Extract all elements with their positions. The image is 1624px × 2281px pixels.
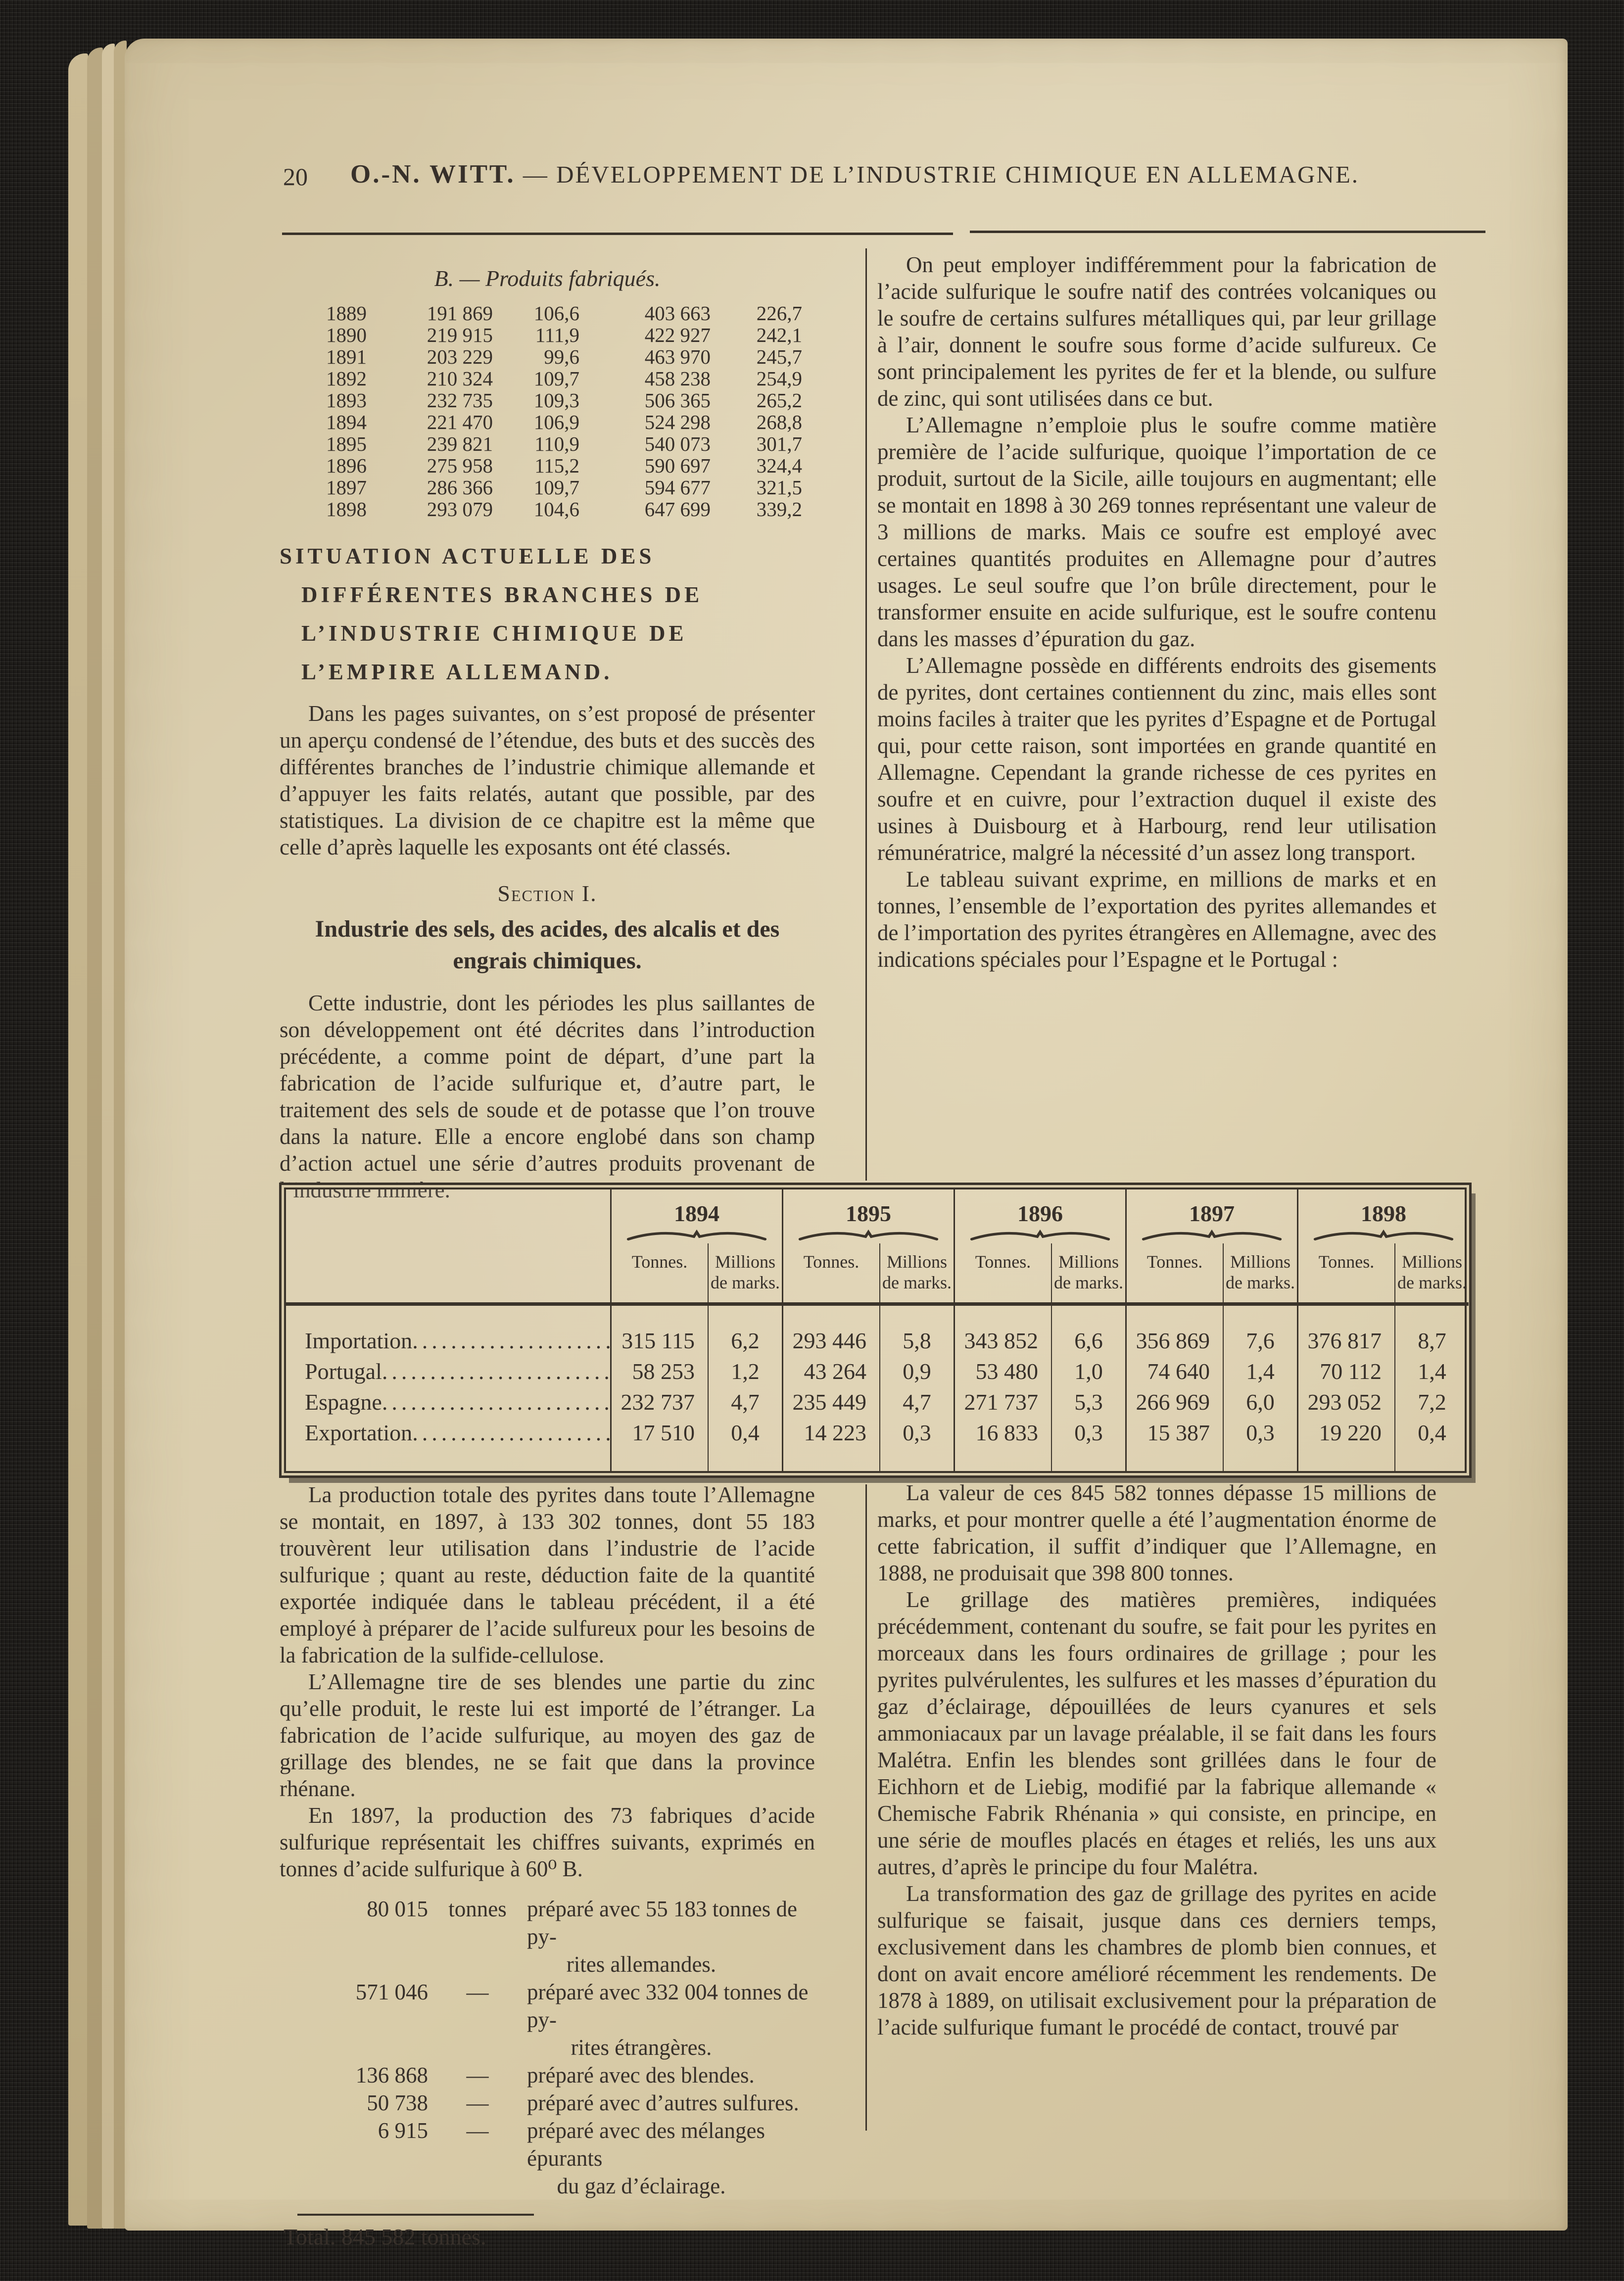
value-cell: 0,3	[1223, 1418, 1297, 1471]
produits-cell: 265,2	[756, 389, 802, 412]
tonnage-row	[280, 1978, 815, 2061]
paragraph: L’Allemagne possède en différents endroits des gisements de pyrites, dont certaines contiennent du zinc, mais elles sont moins faciles à traiter que les pyrites d’Espagne et de Portugal qui, pour cette raison, sont importées en grande quantité en Allemagne. Cependant la grande richesse de ces pyrites en soufre et en cuivre, pour l’extraction duquel il existe des usines à Duisbourg et à Harbourg, rend leur utilisation rémunératrice, malgré la nécessité d’un assez long transport.	[877, 653, 1436, 865]
value-cell: 271 737	[954, 1387, 1051, 1418]
produits-cell: 594 677	[644, 476, 711, 499]
row-label-text: Importation	[305, 1328, 413, 1353]
year-header: 1896	[954, 1189, 1125, 1227]
right-column-top	[877, 251, 1436, 973]
leader-dots	[382, 1387, 610, 1418]
paragraph: Le grillage des matières premières, indiquées précédemment, contenant du soufre, se fait pour les pyrites en morceaux dans les fours ordinaires de grillage ; pour les pyrites pulvérulentes, les sulfures et les masses d’épuration du gaz d’éclairage, dépouillées de leurs cyanures et sels ammoniacaux par un lavage préalable, il se fait dans les fours Malétra. Enfin les blendes sont grillées dans le four de Eichhorn et de Liebig, modifié par la fabrique allemande « Chemische Fabrik Rhénania » qui consiste, en principe, en une série de moufles placés en étages et reliés, les uns aux autres, d’après le principe du four Malétra.	[877, 1587, 1436, 1879]
produits-cell: 109,7	[533, 367, 579, 390]
pyrites-table-wrap	[284, 1188, 1467, 1473]
paragraph: La production totale des pyrites dans toute l’Allemagne se montait, en 1897, à 133 302 tonnes, dont 55 183 trouvèrent leur utilisation dans l’industrie de l’acide sulfurique ; quant au reste, déduction faite de la quantité exportée indiquée dans le tableau précédent, il a été employé à préparer de l’acide sulfureux pour les besoins de la fabrication de la sulfide-cellulose.	[280, 1482, 815, 1667]
produits-cell: 321,5	[756, 476, 802, 499]
value-cell: 356 869	[1125, 1306, 1223, 1356]
produits-cell: 1890	[326, 324, 367, 346]
produits-cell: 221 470	[427, 411, 493, 433]
value-cell: 376 817	[1297, 1306, 1394, 1356]
paragraph: Cette industrie, dont les périodes les plus saillantes de son développement ont été décrites dans l’introduction précédente, a comme point de départ, d’une part la fabrication de l’acide sulfurique et, d’autre part, le traitement des sels de soude et de potasse que l’on trouve dans la nature. Elle a encore englobé dans son champ d’action actuel une série d’autres produits provenant de l’industrie minière.	[280, 991, 815, 1202]
paragraph: On peut employer indifféremment pour la fabrication de l’acide sulfurique le soufre natif des contrées volcaniques ou le soufre de certains sulfures métalliques qui, par leur grillage à l’air, donnent le soufre sous forme d’acide sulfureux. Ce sont principalement les pyrites de fer et la blende, ou sulfure de zinc, qui sont utilisées dans ce but.	[877, 252, 1436, 411]
column-divider-top	[865, 248, 867, 1181]
page-number: 20	[283, 163, 308, 190]
tonnage-desc	[527, 2089, 815, 2117]
produits-cell: 268,8	[756, 411, 802, 433]
tonnage-qty: 571 046	[355, 1980, 428, 2004]
produits-cell: 506 365	[644, 389, 711, 412]
paragraph: Le tableau suivant exprime, en millions de marks et en tonnes, l’ensemble de l’exportation des pyrites allemandes et de l’importation des pyrites étrangères en Allemagne, avec des indications spéciales pour l’Espagne et le Portugal :	[877, 867, 1436, 972]
row-label	[286, 1306, 610, 1356]
tonnage-unit: —	[466, 2118, 489, 2143]
produits-cell: 106,6	[533, 302, 579, 325]
value-cell: 293 052	[1297, 1387, 1394, 1418]
produits-cell: 254,9	[756, 367, 802, 390]
year-brace-icon	[782, 1227, 954, 1243]
value-cell: 6,2	[708, 1306, 782, 1356]
section-label: Section I.	[497, 881, 597, 906]
value-cell: 16 833	[954, 1418, 1051, 1471]
tonnage-list	[280, 1895, 815, 2200]
value-cell: 0,3	[879, 1418, 954, 1471]
produits-cell: 109,3	[533, 389, 579, 412]
value-cell: 5,8	[879, 1306, 954, 1356]
book-page-edge	[102, 44, 115, 2229]
book-page-edge	[68, 53, 88, 2226]
produits-cell: 111,9	[535, 324, 579, 346]
produits-cell: 210 324	[427, 367, 493, 390]
tonnage-total-rule	[297, 2214, 534, 2216]
tonnage-desc	[527, 1895, 815, 1978]
col-subheader-tonnes: Tonnes.	[1297, 1243, 1394, 1306]
tonnage-desc	[527, 2061, 815, 2089]
leader-dots	[382, 1356, 610, 1387]
value-cell: 6,6	[1051, 1306, 1125, 1356]
value-cell: 343 852	[954, 1306, 1051, 1356]
tonnage-row	[280, 2089, 815, 2117]
tonnage-unit: —	[466, 2063, 489, 2088]
value-cell: 235 449	[782, 1387, 879, 1418]
produits-cell: 203 229	[427, 345, 493, 368]
header-rule-right	[970, 231, 1485, 233]
produits-cell: 286 366	[427, 476, 493, 499]
running-title-rest: — DÉVELOPPEMENT DE L’INDUSTRIE CHIMIQUE EN ALLEMAGNE.	[523, 161, 1359, 188]
tonnage-desc-line: rites étrangères.	[571, 2035, 712, 2060]
leader-dots	[412, 1326, 610, 1356]
produits-cell: 1897	[326, 476, 367, 499]
pyrites-table	[284, 1188, 1467, 1473]
row-label-text: Exportation	[305, 1420, 413, 1445]
value-cell: 8,7	[1394, 1306, 1469, 1356]
produits-cell: 191 869	[427, 302, 493, 325]
value-cell: 5,3	[1051, 1387, 1125, 1418]
produits-cell: 115,2	[534, 454, 579, 477]
row-label	[286, 1418, 610, 1471]
tonnage-desc-line: du gaz d’éclairage.	[557, 2174, 726, 2198]
produits-cell: 524 298	[644, 411, 711, 433]
year-header: 1898	[1297, 1189, 1469, 1227]
value-cell: 6,0	[1223, 1387, 1297, 1418]
value-cell: 0,3	[1051, 1418, 1125, 1471]
paragraph: Dans les pages suivantes, on s’est proposé de présenter un aperçu condensé de l’étendue, des buts et des succès des différentes branches de l’industrie chimique allemande et d’appuyer les faits relatés, autant que possible, par des statistiques. La division de ce chapitre est la même que celle d’après laquelle les exposants ont été classés.	[280, 701, 815, 859]
produits-cell: 1891	[326, 345, 367, 368]
value-cell: 74 640	[1125, 1356, 1223, 1387]
produits-cell: 1894	[326, 411, 367, 433]
tonnage-row	[280, 1895, 815, 1978]
col-subheader-tonnes: Tonnes.	[1125, 1243, 1223, 1306]
value-cell: 7,2	[1394, 1387, 1469, 1418]
value-cell: 266 969	[1125, 1387, 1223, 1418]
value-cell: 0,4	[708, 1418, 782, 1471]
tonnage-desc-line: préparé avec 332 004 tonnes de py-	[527, 1980, 809, 2032]
tonnage-desc-line: préparé avec d’autres sulfures.	[527, 2091, 799, 2115]
produits-cell: 463 970	[644, 345, 711, 368]
row-label-text: Portugal	[305, 1359, 382, 1384]
paper-page	[125, 39, 1568, 2249]
value-cell: 7,6	[1223, 1306, 1297, 1356]
produits-cell: 1893	[326, 389, 367, 412]
year-brace-icon	[610, 1227, 782, 1243]
produits-cell: 324,4	[756, 454, 802, 477]
col-subheader-marks: Millions de marks.	[1394, 1243, 1469, 1306]
value-cell: 1,4	[1223, 1356, 1297, 1387]
tonnage-qty: 136 868	[355, 2063, 428, 2088]
row-label	[286, 1356, 610, 1387]
produits-cell: 226,7	[756, 302, 802, 325]
value-cell: 53 480	[954, 1356, 1051, 1387]
produits-caption: B. — Produits fabriqués.	[434, 266, 661, 291]
value-cell: 0,4	[1394, 1418, 1469, 1471]
value-cell: 1,2	[708, 1356, 782, 1387]
produits-cell: 403 663	[644, 302, 711, 325]
tonnage-desc-line: préparé avec des mélanges épurants	[527, 2118, 765, 2171]
year-header: 1894	[610, 1189, 782, 1227]
value-cell: 58 253	[610, 1356, 708, 1387]
running-title-author: O.-N. WITT.	[350, 160, 516, 189]
produits-cell: 647 699	[644, 498, 711, 521]
tonnage-qty: 50 738	[367, 2091, 428, 2115]
produits-table	[292, 302, 802, 520]
left-column-top	[280, 252, 815, 1203]
produits-cell: 110,9	[534, 432, 579, 455]
row-label	[286, 1387, 610, 1418]
produits-cell: 275 958	[427, 454, 493, 477]
tonnage-desc-line: préparé avec des blendes.	[527, 2063, 755, 2088]
tonnage-row	[280, 2061, 815, 2089]
col-subheader-marks: Millions de marks.	[708, 1243, 782, 1306]
produits-cell: 293 079	[427, 498, 493, 521]
value-cell: 15 387	[1125, 1418, 1223, 1471]
produits-cell: 339,2	[756, 498, 802, 521]
situation-heading: SITUATION ACTUELLE DES DIFFÉRENTES BRANCHES DE L’INDUSTRIE CHIMIQUE DE L’EMPIRE ALLEMAND.	[280, 544, 703, 684]
tonnage-desc	[527, 1978, 815, 2061]
column-divider-bottom	[865, 1484, 867, 2131]
value-cell: 14 223	[782, 1418, 879, 1471]
value-cell: 43 264	[782, 1356, 879, 1387]
col-subheader-tonnes: Tonnes.	[782, 1243, 879, 1306]
produits-cell: 239 821	[427, 432, 493, 455]
value-cell: 1,0	[1051, 1356, 1125, 1387]
paragraph: La valeur de ces 845 582 tonnes dépasse 15 millions de marks, et pour montrer quelle a été l’augmentation énorme de cette fabrication, il suffit d’indiquer que l’Allemagne, en 1888, ne produisait que 398 800 tonnes.	[877, 1480, 1436, 1585]
header-rule-left	[282, 233, 953, 235]
col-subheader-tonnes: Tonnes.	[610, 1243, 708, 1306]
year-brace-icon	[1125, 1227, 1297, 1243]
produits-cell: 1896	[326, 454, 367, 477]
paragraph: L’Allemagne tire de ses blendes une partie du zinc qu’elle produit, le reste lui est importé de l’étranger. La fabrication de l’acide sulfurique, au moyen des gaz de grillage des blendes, ne se fait que dans la province rhénane.	[280, 1669, 815, 1801]
leader-dots	[412, 1418, 610, 1448]
table-label-column-head	[286, 1189, 610, 1306]
value-cell: 1,4	[1394, 1356, 1469, 1387]
tonnage-desc	[527, 2117, 815, 2200]
paragraph: En 1897, la production des 73 fabriques d’acide sulfurique représentait les chiffres suivants, exprimés en tonnes d’acide sulfurique à 60⁰ B.	[280, 1803, 815, 1881]
produits-cell: 104,6	[533, 498, 579, 521]
right-column-bottom	[877, 1479, 1436, 2041]
produits-cell: 422 927	[644, 324, 711, 346]
produits-cell: 219 915	[427, 324, 493, 346]
produits-cell: 1892	[326, 367, 367, 390]
produits-cell: 242,1	[756, 324, 802, 346]
col-subheader-marks: Millions de marks.	[879, 1243, 954, 1306]
year-brace-icon	[1297, 1227, 1469, 1243]
tonnage-desc-line: préparé avec 55 183 tonnes de py-	[527, 1897, 798, 1949]
produits-cell: 232 735	[427, 389, 493, 412]
produits-cell: 1895	[326, 432, 367, 455]
produits-cell: 590 697	[644, 454, 711, 477]
col-subheader-marks: Millions de marks.	[1051, 1243, 1125, 1306]
year-header: 1895	[782, 1189, 954, 1227]
value-cell: 70 112	[1297, 1356, 1394, 1387]
tonnage-desc-line: rites allemandes.	[566, 1952, 716, 1977]
tonnage-unit: —	[466, 2091, 489, 2115]
tonnage-unit: —	[466, 1980, 489, 2004]
tonnage-qty: 6 915	[378, 2118, 428, 2143]
value-cell: 19 220	[1297, 1418, 1394, 1471]
value-cell: 4,7	[708, 1387, 782, 1418]
value-cell: 315 115	[610, 1306, 708, 1356]
value-cell: 17 510	[610, 1418, 708, 1471]
col-subheader-marks: Millions de marks.	[1223, 1243, 1297, 1306]
year-header: 1897	[1125, 1189, 1297, 1227]
tonnage-unit: tonnes	[448, 1897, 507, 1921]
produits-cell: 301,7	[756, 432, 802, 455]
produits-cell: 1898	[326, 498, 367, 521]
tonnage-row	[280, 2117, 815, 2200]
value-cell: 4,7	[879, 1387, 954, 1418]
section-title: Industrie des sels, des acides, des alcalis et des engrais chimiques.	[315, 916, 780, 974]
year-brace-icon	[954, 1227, 1125, 1243]
book-page-edge	[87, 48, 103, 2229]
row-label-text: Espagne	[305, 1389, 382, 1415]
produits-cell: 99,6	[544, 345, 579, 368]
paragraph: L’Allemagne n’emploie plus le soufre comme matière première de l’acide sulfurique, quoique l’importation de ce produit, surtout de la Sicile, aille toujours en augmentant; elle se montait en 1898 à 30 269 tonnes représentant une valeur de 3 millions de marks. Mais ce soufre est employé avec certaines quantités produites en Allemagne pour d’autres usages. Le seul soufre que l’on brûle directement, pour le transformer ensuite en acide sulfurique, est le soufre contenu dans les masses d’épuration du gaz.	[877, 413, 1436, 651]
tonnage-qty: 80 015	[367, 1897, 428, 1921]
produits-cell: 245,7	[756, 345, 802, 368]
paragraph: La transformation des gaz de grillage des pyrites en acide sulfurique se faisait, jusque dans ces derniers temps, exclusivement dans les chambres de plomb bien connues, et dont on avait encore amélioré récemment les rendements. De 1878 à 1889, on utilisait exclusivement pour la préparation de l’acide sulfurique fumant le procédé de contact, trouvé par	[877, 1881, 1436, 2040]
produits-cell: 458 238	[644, 367, 711, 390]
produits-cell: 1889	[326, 302, 367, 325]
value-cell: 232 737	[610, 1387, 708, 1418]
value-cell: 0,9	[879, 1356, 954, 1387]
value-cell: 293 446	[782, 1306, 879, 1356]
col-subheader-tonnes: Tonnes.	[954, 1243, 1051, 1306]
running-title	[280, 159, 1430, 189]
tonnage-total: Total. 845 582 tonnes.	[284, 2224, 486, 2249]
produits-cell: 109,7	[533, 476, 579, 499]
produits-cell: 106,9	[533, 411, 579, 433]
left-column-bottom	[280, 1481, 815, 2250]
produits-cell: 540 073	[644, 432, 711, 455]
